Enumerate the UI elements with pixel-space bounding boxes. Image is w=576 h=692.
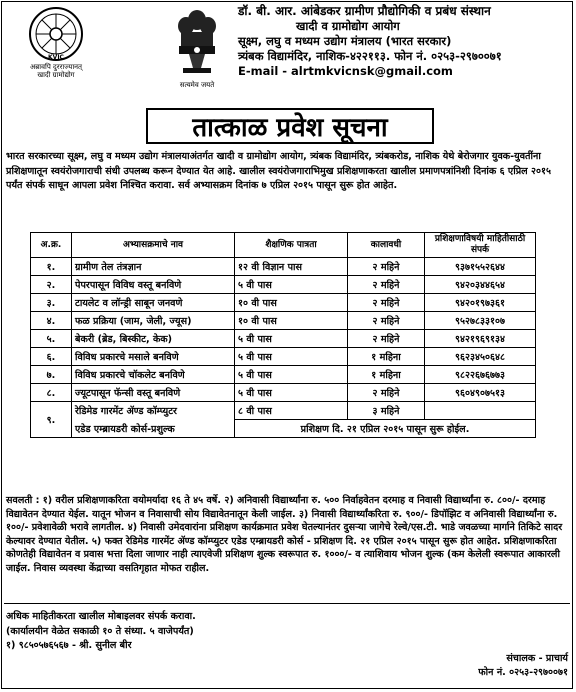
table-row [31, 276, 536, 294]
table-header-row [31, 233, 536, 258]
row-no: ५. [31, 330, 72, 348]
row-no: २. [31, 276, 72, 294]
qualification: १० वी पास [235, 312, 348, 330]
contact-phone: ९४२१९६९१३४ [425, 330, 536, 348]
contact-heading: अधिक माहितीकरता खालील मोबाइलवर संपर्क करावा. [6, 611, 196, 622]
table-row [31, 366, 536, 384]
duration: २ महिने [348, 312, 425, 330]
row-no: ८. [31, 384, 72, 402]
kvic-logo [10, 6, 102, 90]
row-no: ३. [31, 294, 72, 312]
course-name: विविध प्रकारचे मसाले बनविणे [72, 348, 235, 366]
institute-header [238, 4, 574, 79]
address-phone: त्र्यंबक विद्यामंदिर, नाशिक-४२२११३. फोन नं. ०२५३-२९७००७१ [238, 49, 502, 63]
qualification: १२ वी विज्ञान पास [235, 258, 348, 276]
signatory-phone: फोन नं. ०२५३-२९७००७१ [478, 667, 568, 678]
contact-info [6, 610, 196, 654]
duration: १ महिना [348, 348, 425, 366]
course-start-note: प्रशिक्षण दि. २१ एप्रिल २०१५ पासून सुरू होईल. [235, 420, 536, 438]
course-name: रेडिमेड गारमेंट ॲण्ड कॉम्प्युटर [72, 402, 235, 420]
course-name: ग्रामीण तेल तंत्रज्ञान [72, 258, 235, 276]
svg-text:KVIC: KVIC [48, 54, 64, 61]
course-name: पेपरपासून विविध वस्तू बनविणे [72, 276, 235, 294]
national-emblem [166, 6, 228, 92]
table-row [31, 294, 536, 312]
contact-phone: ९३७१५५२६४४ [425, 258, 536, 276]
contact-phone: ९४२०३४४६५४ [425, 276, 536, 294]
qualification: ८ वी पास [235, 402, 348, 420]
contact-phone: ९६२३४५०६४८ [425, 348, 536, 366]
col-header-duration: कालावधी [348, 233, 425, 258]
concessions-text: सवलती : १) वरील प्रशिक्षणाकरिता वयोमर्यादा १६ ते ४५ वर्षे. २) अनिवासी विद्यार्थ्यांना रु. ५०० निर्वाहवेतन दरमाह व निवासी विद्यार्थ्यांना रु. ८००/- दरमाह विद्यावेतन देण्यात येईल. यातून भोजन व निवासाची सोय विद्यावेतनातून केली जाईल. ३) निवासी विद्यार्थ्यांकरिता रु. ९००/- डिपॉझिट व अनिवासी विद्यार्थ्यांना रु. १००/- प्रवेशावेळी भरावे लागतील. ४) निवासी उमेदवारांना प्रशिक्षण कार्यक्रमात प्रवेश घेतल्यानंतर दुसऱ्या जागेचे रेल्वे/एस.टी. भाडे जवळच्या मार्गाने तिकिटे सादर केल्यावर देण्यात येतील. ५) फक्त रेडिमेड गारमेंट ॲण्ड कॉम्प्युटर एडेड एम्ब्रायडरी कोर्स - प्रशिक्षण दि. २१ एप्रिल २०१५ पासून सुरू होत आहेत. प्रशिक्षणाकरिता कोणतेही विद्यावेतन व प्रवास भत्ता दिला जाणार नाही त्याएवेजी प्रशिक्षण शुल्क स्वरूपात रु. १०००/- व त्याशिवाय भोजन शुल्क (कम केलेली स्वरूपात आकारली जाईल. निवास व्यवस्था केंद्राच्या वसतिगृहात मोफत राहील. [6, 495, 563, 574]
contact-person: १) ९८५०५७६५६७ - श्री. सुनील बीर [6, 640, 132, 651]
notice-title: तात्काळ प्रवेश सूचना [146, 108, 434, 144]
institute-name: डॉ. बी. आर. आंबेडकर ग्रामीण प्रौद्योगिकी व प्रबंध संस्थान [238, 4, 491, 18]
course-name: फळ प्रक्रिया (जाम, जेली, ज्यूस) [72, 312, 235, 330]
duration: २ महिने [348, 276, 425, 294]
row-no: १. [31, 258, 72, 276]
table-row [31, 312, 536, 330]
lion-capital-icon [175, 6, 219, 76]
logo-caption: अब्रावपि दुरराज्यानत् खादी ग्रामोद्योग [29, 63, 83, 79]
course-name: ज्यूटपासून फॅन्सी वस्तू बनविणे [72, 384, 235, 402]
col-header-no: अ.क्र. [31, 233, 72, 258]
duration: २ महिने [348, 384, 425, 402]
row-no: ६. [31, 348, 72, 366]
duration: ३ महिने [348, 402, 425, 420]
duration: १ महिना [348, 366, 425, 384]
table-row [31, 330, 536, 348]
col-header-qualification: शैक्षणिक पात्रता [235, 233, 348, 258]
course-name: विविध प्रकारचे चॉकलेट बनविणे [72, 366, 235, 384]
course-name: टायलेट व लॉन्ड्री साबून जनवणे [72, 294, 235, 312]
qualification: ५ वी पास [235, 276, 348, 294]
course-name-cont: एडेड एम्ब्रायडरी कोर्स-प्रशुल्क [72, 420, 235, 438]
intro-paragraph: भारत सरकारच्या सूक्ष्म, लघु व मध्यम उद्योग मंत्रालयाअंतर्गत खादी व ग्रामोद्योग आयोग, त्र्यंबक विद्यामंदिर, त्र्यंबकरोड, नाशिक येथे बेरोजगार युवक-युवतींना प्रशिक्षणातून स्वयंरोजगाराची संधी उपलब्ध करून देण्यात येत आहे. खालील स्वयंरोजगाराभिमुख प्रशिक्षणाकरता खालील प्रमाणपत्रांनिशी दिनांक ६ एप्रिल २०१५ पर्यंत संपर्क साधून आपला प्रवेश निश्चित करावा. सर्व अभ्यासक्रम दिनांक ७ एप्रिल २०१५ पासून सुरू होत आहेत. [6, 151, 551, 191]
emblem-caption: सत्यमेव जयते [179, 81, 215, 89]
contact-phone: ९५२७८३३१०७ [425, 312, 536, 330]
qualification: १० वी पास [235, 294, 348, 312]
table-row [31, 402, 536, 420]
qualification: ५ वी पास [235, 348, 348, 366]
row-no: ४. [31, 312, 72, 330]
table-row [31, 420, 536, 438]
commission-name: खादी व ग्रामोद्योग आयोग [296, 19, 400, 33]
table-row [31, 384, 536, 402]
contact-phone: ९६०४९०७५१३ [425, 384, 536, 402]
kvic-emblem-icon [28, 6, 84, 62]
col-header-course: अभ्यासक्रमाचे नाव [72, 233, 235, 258]
duration: २ महिने [348, 294, 425, 312]
ministry-name: सूक्ष्म, लघु व मध्यम उद्योग मंत्रालय (भारत सरकार) [238, 34, 452, 48]
qualification: ५ वी पास [235, 330, 348, 348]
divider [4, 603, 570, 604]
table-row [31, 348, 536, 366]
course-name: बेकरी (ब्रेड, बिस्कीट, केक) [72, 330, 235, 348]
qualification: ५ वी पास [235, 384, 348, 402]
table-row [31, 258, 536, 276]
row-no: ९. [31, 402, 72, 438]
col-header-contact: प्रशिक्षणाविषयी माहितीसाठी संपर्क [425, 233, 536, 258]
signatory-title: संचालक - प्राचार्य [506, 653, 568, 664]
contact-phone [425, 402, 536, 420]
duration: २ महिने [348, 330, 425, 348]
qualification: ५ वी पास [235, 366, 348, 384]
contact-phone: ९४२०१९७३६१ [425, 294, 536, 312]
contact-phone: ९८२२६७६७७३ [425, 366, 536, 384]
duration: २ महिने [348, 258, 425, 276]
course-table [30, 232, 536, 438]
office-hours: (कार्यालयीन वेळेत सकाळी १० ते संध्या. ५ वाजेपर्यंत) [6, 625, 194, 637]
signature-block [438, 652, 568, 680]
row-no: ७. [31, 366, 72, 384]
email-address: E-mail - alrtmkvicnsk@gmail.com [238, 64, 453, 78]
